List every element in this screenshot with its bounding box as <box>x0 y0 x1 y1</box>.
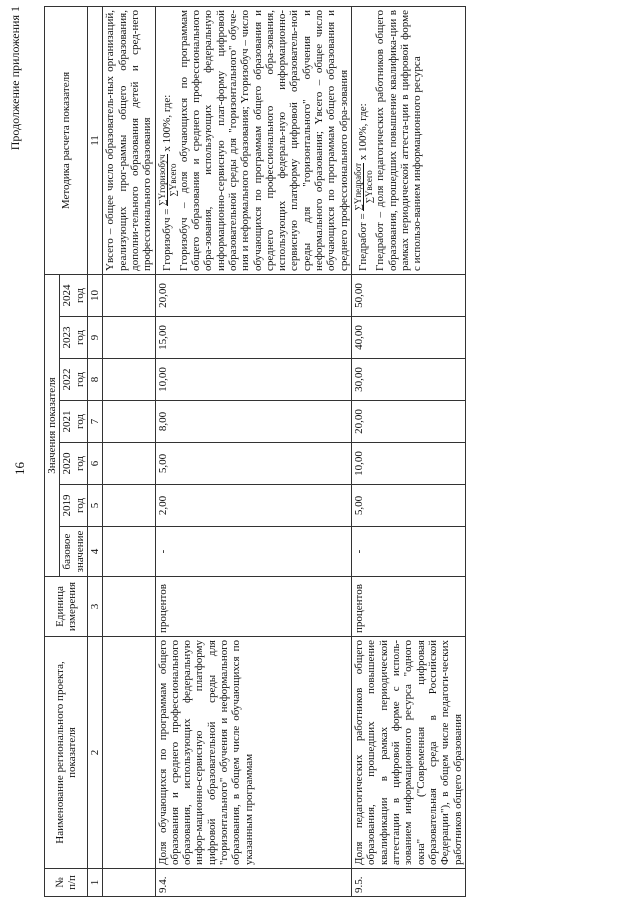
formula-fraction <box>157 154 178 205</box>
header-unit: Единица измерения <box>45 577 88 637</box>
header-2022: 2022 год <box>60 359 88 401</box>
value-2023: 15,00 <box>155 317 352 359</box>
value-2024: 20,00 <box>155 275 352 317</box>
formula-denominator: ∑Yвсего <box>364 170 375 204</box>
header-no: № п/п <box>45 869 88 897</box>
base-value: - <box>352 527 466 577</box>
method-cell <box>352 7 466 275</box>
header-2019: 2019 год <box>60 485 88 527</box>
header-method: Методика расчета показателя <box>45 7 88 275</box>
value-2022: 30,00 <box>352 359 466 401</box>
col-number: 8 <box>87 359 102 401</box>
col-number: 9 <box>87 317 102 359</box>
formula <box>353 10 374 271</box>
col-number: 3 <box>87 577 102 637</box>
formula-lhs: Гпедработ = <box>357 210 370 271</box>
formula-rhs: x 100%, где: <box>160 94 173 155</box>
value-2019: 2,00 <box>155 485 352 527</box>
row-number: 9.5. <box>352 869 466 897</box>
col-number: 10 <box>87 275 102 317</box>
formula-rhs: x 100%, где: <box>357 103 370 163</box>
table-row <box>352 7 466 897</box>
col-number: 1 <box>87 869 102 897</box>
formula-fraction <box>353 163 374 211</box>
formula-denominator: ∑Yвсего <box>167 163 178 197</box>
value-2024: 50,00 <box>352 275 466 317</box>
header-2020: 2020 год <box>60 443 88 485</box>
value-2019: 5,00 <box>352 485 466 527</box>
value-2023: 40,00 <box>352 317 466 359</box>
header-2021: 2021 год <box>60 401 88 443</box>
header-name: Наименование регионального проекта, показателя <box>45 637 88 869</box>
value-2020: 10,00 <box>352 443 466 485</box>
header-values: Значения показателя <box>45 275 60 577</box>
table-row <box>155 7 352 897</box>
base-value: - <box>155 527 352 577</box>
header-base: базовое значение <box>60 527 88 577</box>
col-number: 11 <box>87 7 102 275</box>
col-number: 4 <box>87 527 102 577</box>
indicator-name: Доля педагогических работников общего образования, прошедших повышение квалификации в рамках периодической аттестации в цифровой форме с исполь-зованием информационного ресурса "одного окна" ("Современная цифровая образовательная среда в Российской Федерации"), в общем числе педагоги-ческих работников общего образования <box>352 637 466 869</box>
formula-numerator: ∑Yпедработ <box>353 162 364 211</box>
indicator-name: Доля обучающихся по программам общего образования и среднего профессионального образования, использующих федеральную инфор-мационно-сервисную платформу цифровой образовательной среды для "горизонтального" обучения и неформального образования, в общем числе обучающихся по указанным программам <box>155 637 352 869</box>
header-row <box>45 7 60 897</box>
method-cell: Yвсего – общее число образователь-ных организаций, реализующих прог-раммы общего образования, дополни-тельного образования детей и сред-него профессионального образования <box>103 7 155 275</box>
column-number-row <box>87 7 102 897</box>
col-number: 7 <box>87 401 102 443</box>
indicators-table <box>44 6 466 897</box>
value-2021: 8,00 <box>155 401 352 443</box>
row-number: 9.4. <box>155 869 352 897</box>
col-number: 2 <box>87 637 102 869</box>
value-2021: 20,00 <box>352 401 466 443</box>
header-2024: 2024 год <box>60 275 88 317</box>
appendix-note: Продолжение приложения 1 <box>8 6 22 151</box>
unit-cell: процентов <box>352 577 466 637</box>
value-2020: 5,00 <box>155 443 352 485</box>
header-2023: 2023 год <box>60 317 88 359</box>
formula <box>157 10 178 271</box>
page-number: 16 <box>12 462 27 475</box>
table-row-continued <box>103 7 155 897</box>
value-2022: 10,00 <box>155 359 352 401</box>
col-number: 5 <box>87 485 102 527</box>
formula-numerator: ∑Yгоризобуч <box>156 154 167 206</box>
formula-lhs: Ггоризобуч = <box>160 205 173 271</box>
unit-cell: процентов <box>155 577 352 637</box>
col-number: 6 <box>87 443 102 485</box>
method-text: Ггоризобуч – доля обучающихся по программам общего образования и среднего профессионального обра-зования, использующих федеральную информационно-сервисную плат-форму цифровой образовательной среды для "горизонтального" обуче-ния и неформального образования; Yгоризобуч – число обучающихся по программам общего образования и среднего профессионального обра-зования, использующих федераль-ную информационно-сервисную платформу цифровой образователь-ной среды для "горизонтального" обучения и неформального образования; Yвсего – общее число обучающихся по программам общего образования и среднего профессионального обра-зования <box>177 10 350 271</box>
method-text: Гпедработ – доля педагогических работников общего образования, прошедших повышение квалифика-ции в рамках периодической аттеста-ции в цифровой форме с использо-ванием информационного ресурса <box>374 10 424 271</box>
method-cell <box>155 7 352 275</box>
